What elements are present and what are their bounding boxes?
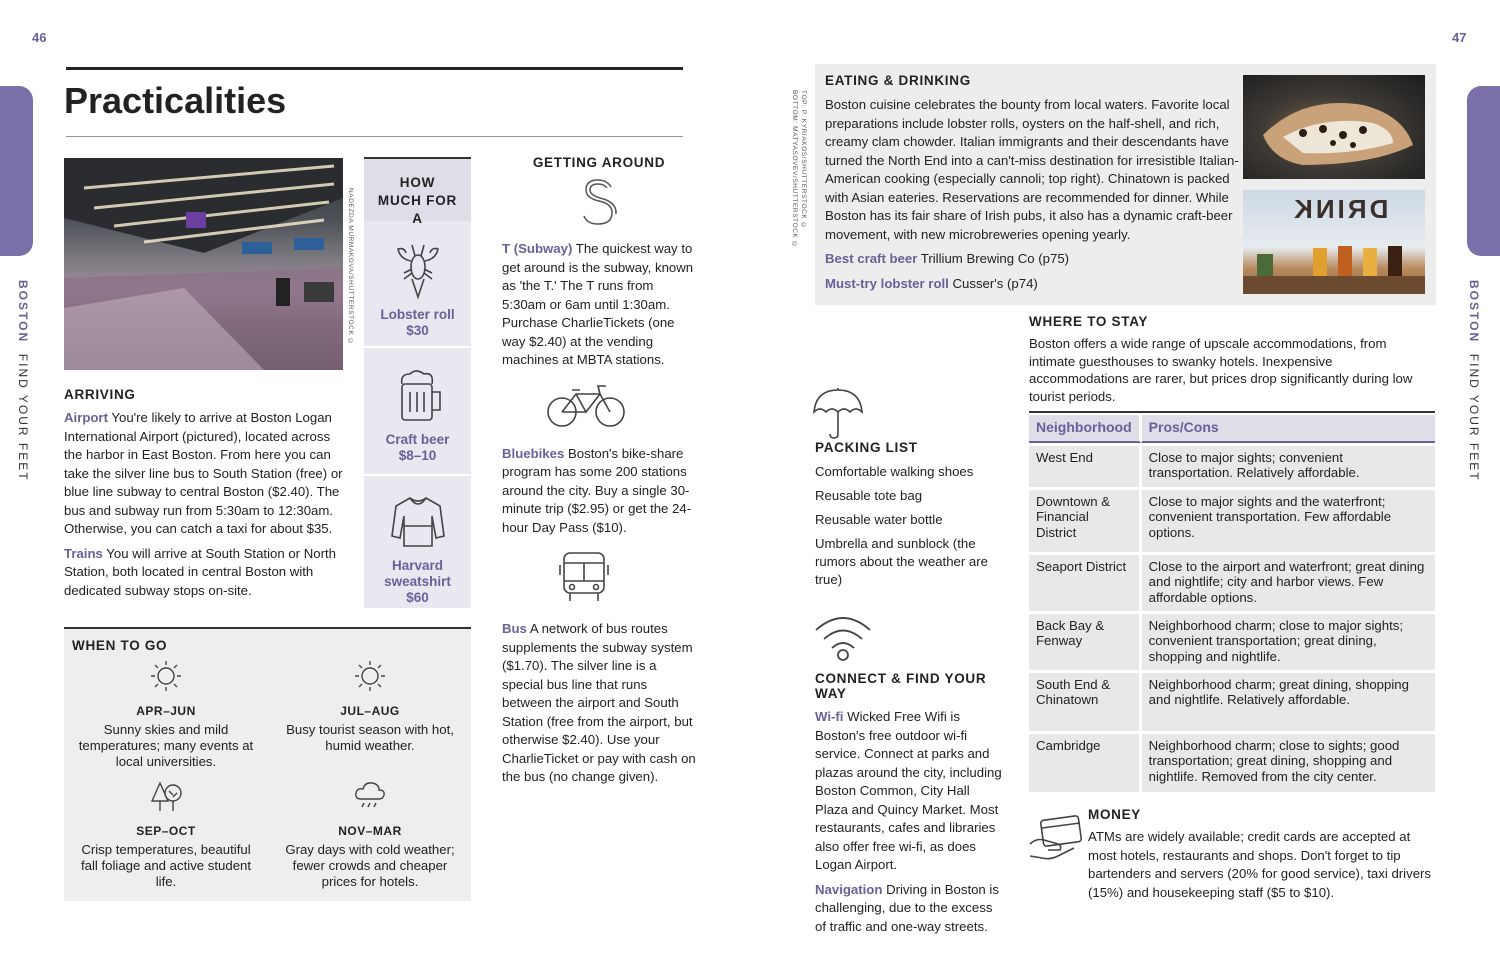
side-running-head-right: BOSTON FIND YOUR FEET [1467,280,1481,482]
list-item: Comfortable walking shoes [815,464,974,479]
neighborhood-table-wrap [1029,412,1435,795]
arriving-airport: Airport You're likely to arrive at Boston Logan International Airport (pictured), located across the harbor in East Boston. From here you can take the silver line bus to South Station (free) or blue line subway to central Boston ($2.40). The bus and subway run from 5:30am to 12:30am. Otherwise, you can catch a taxi for about $35. [64,410,343,536]
tip-lobster-roll: Must-try lobster roll Cusser's (p74) [825,275,1038,291]
subway-s-icon [579,177,619,227]
table-row: Cambridge Neighborhood charm; close to sights; good transportation; great dining, shopping and nightlife. Removed from the city center. [1029,734,1435,792]
when-to-go-panel [64,627,471,901]
sun-icon [353,659,387,693]
money-text: ATMs are widely available; credit cards are accepted at most hotels, restaurants and shops. Don't forget to tip bartenders and servers (20% for good service), taxi drivers (15%) and housekeeping staff ($5 to $10). [1088,829,1432,900]
list-item: Reusable tote bag [815,488,923,503]
page-number-right: 47 [1452,30,1467,45]
how-much-item-lobster: Lobster roll $30 [364,221,471,348]
season-jul-aug: JUL–AUG Busy tourist season with hot, humid weather. [276,659,464,754]
eating-text: Boston cuisine celebrates the bounty from local waters. Favorite local preparations include lobster rolls, oysters on the half-shell, and rich, creamy clam chowder. Italian immigrants and their descendants have turned the North End into a can't-miss destination for irresistible Italian-American cooking (especially cannoli; top right). Chinatown is packed with Asian eateries. Reservations are recommended for dinner. While Boston has its fair share of Irish pubs, it also has a dynamic craft-beer movement, with new microbreweries opening yearly. Best craft beer Trillium Brewing Co (p75) Must-try lobster roll Cusser's (p74) [825,96,1243,299]
season-apr-jun: APR–JUN Sunny skies and mild temperatures; many events at local universities. [72,659,260,770]
stay-heading: WHERE TO STAY [1029,314,1149,329]
page-title: Practicalities [64,80,287,121]
season-sep-oct: SEP–OCT Crisp temperatures, beautiful fall foliage and active student life. [72,779,260,890]
connect-heading: CONNECT & FIND YOUR WAY [815,671,987,701]
wifi-icon [812,612,874,662]
eating-heading: EATING & DRINKING [825,73,971,88]
list-item: Reusable water bottle [815,512,943,527]
eating-drinking-panel [815,64,1436,305]
section-tab-left [0,86,33,256]
beer-flight-photo [1243,190,1425,294]
table-row: South End & Chinatown Neighborhood charm; great dining, shopping and nightlife. Relatively affordable. [1029,673,1435,731]
neighborhood-table [1029,412,1435,795]
arriving-trains: Trains You will arrive at South Station or North Station, both located in central Boston with dedicated subway stops on-site. [64,545,336,598]
season-nov-mar: NOV–MAR Gray days with cold weather; fewer crowds and cheaper prices for hotels. [276,779,464,890]
how-much-item-beer: Craft beer $8–10 [364,348,471,476]
title-rule [66,67,683,70]
title-underline [66,136,683,137]
getting-around-section [502,155,696,787]
section-tab-right [1467,86,1500,256]
arriving-section [64,387,344,606]
airport-photo [64,158,343,370]
col-pros-cons: Pros/Cons [1142,415,1435,443]
getting-around-bluebikes: Bluebikes Boston's bike-share program has some 200 stations around the city. Buy a single 30-minute trip ($2.95) or get the 24-hour Day Pass ($10). [502,445,692,535]
when-to-go-heading: WHEN TO GO [72,638,168,653]
beer-mug-icon [390,366,446,426]
where-to-stay-section [1029,314,1435,405]
bicycle-icon [546,380,626,430]
rain-cloud-icon [353,779,387,813]
packing-list-section [815,440,1015,595]
credit-card-icon [1028,814,1084,864]
drink-sign-text: DRINK [1291,194,1389,224]
table-header-row [1029,415,1435,443]
table-row: Downtown & Financial District Close to major sights and the waterfront; convenient transportation. Few affordable options. [1029,490,1435,552]
photo-credit-right: TOP: P. KYRIAKOS/SHUTTERSTOCK © BOTTOM: MATYASOVEV/SHUTTERSTOCK © [791,90,807,249]
connect-wifi: Wi-fi Wicked Free Wifi is Boston's free outdoor wi-fi service. Connect at parks and plazas around the city, including Boston Common, City Hall Plaza and Quincy Market. Most restaurants, cafes and libraries also offer free wi-fi, as does Logan Airport. [815,709,1002,872]
col-neighborhood: Neighborhood [1029,415,1142,443]
credit-card-icon-wrap [1028,814,1084,869]
cannoli-photo [1243,75,1425,179]
packing-heading: PACKING LIST [815,440,918,455]
umbrella-icon-wrap [812,386,866,445]
stay-text: Boston offers a wide range of upscale accommodations, from intimate guesthouses to swanky hotels. Inexpensive accommodations are rarer, but prices drop significantly during low tourist periods. [1029,336,1413,404]
money-section [1088,807,1440,902]
wifi-icon-wrap [812,612,874,667]
page-number-left: 46 [32,30,47,45]
photo-credit-left: NADEZDA MURMAKOVA/SHUTTERSTOCK © [347,188,354,346]
lobster-icon [390,241,446,301]
connect-section [815,671,1015,942]
arriving-heading: ARRIVING [64,387,136,402]
table-row: Seaport District Close to the airport and waterfront; great dining and nightlife; city and harbor views. Few affordable options. [1029,555,1435,611]
tip-craft-beer: Best craft beer Trillium Brewing Co (p75) [825,251,1070,266]
bus-icon [556,549,612,605]
table-row: West End Close to major sights; convenient transportation. Relatively affordable. [1029,446,1435,487]
trees-icon [149,779,183,813]
umbrella-icon [812,386,866,440]
getting-around-subway: T (Subway) The quickest way to get around is the subway, known as 'the T.' The T runs from 5:30am or 6am until 1:30am. Purchase CharlieTickets (one way $2.40) at the vending machines at MBTA stations. [502,241,694,367]
money-heading: MONEY [1088,807,1142,822]
list-item: Umbrella and sunblock (the rumors about the weather are true) [815,536,988,587]
sweatshirt-icon [388,492,448,552]
table-row: Back Bay & Fenway Neighborhood charm; close to major sights; convenient transportation; great dining, shopping and nightlife. [1029,614,1435,670]
connect-navigation: Navigation Driving in Boston is challenging, due to the excess of traffic and one-way streets. [815,881,999,934]
getting-around-heading: GETTING AROUND [532,155,666,170]
side-running-head-left: BOSTON FIND YOUR FEET [16,280,30,482]
sun-icon [149,659,183,693]
getting-around-bus: Bus A network of bus routes supplements the subway system ($1.70). The silver line is a special bus line that runs between the airport and South Station (free from the airport, but otherwise $2.40). Use your CharlieTicket or pay with cash on the bus (no change given). [502,621,696,784]
how-much-heading: HOW MUCH FOR A [364,157,471,221]
how-much-item-sweatshirt: Harvard sweatshirt $60 [364,476,471,608]
how-much-panel [364,157,471,608]
